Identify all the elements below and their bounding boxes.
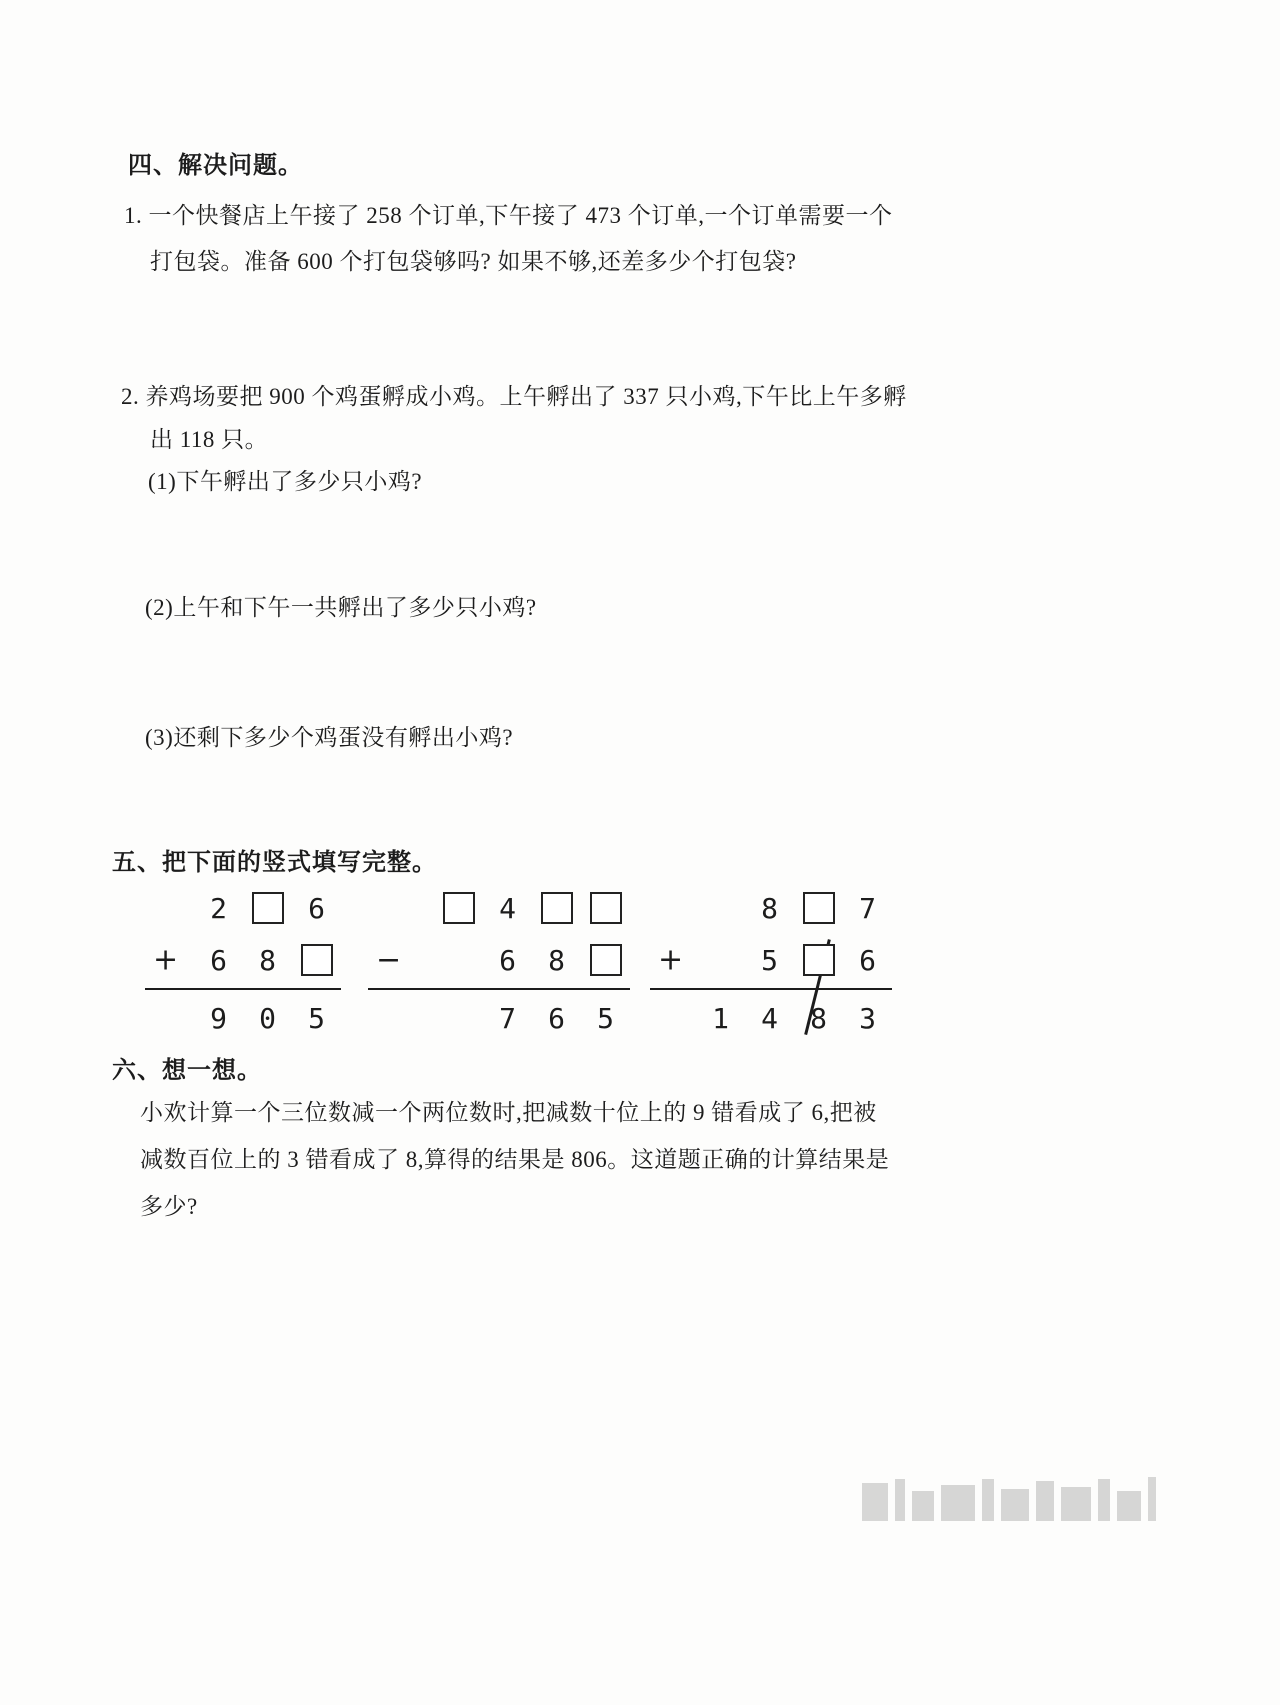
digit-cell: 6 (548, 1001, 565, 1035)
problem2-line2: 出 118 只。 (150, 427, 269, 452)
vertical-problem-addition-1 (145, 882, 341, 1044)
vp-row-bottom (145, 934, 341, 986)
problem3-line2: 减数百位上的 3 错看成了 8,算得的结果是 806。这道题正确的计算结果是 (140, 1147, 890, 1172)
digit-cell: 0 (259, 1001, 276, 1035)
answer-box (803, 944, 835, 976)
problem2-sub-question-1: (1)下午孵出了多少只小鸡? (148, 469, 423, 494)
answer-box (803, 892, 835, 924)
minus-sign: − (376, 942, 402, 978)
digit-cell: 4 (761, 1001, 778, 1035)
vp-row-bottom (650, 934, 892, 986)
problem3-line3: 多少? (140, 1194, 198, 1219)
digit-cell: 6 (210, 943, 227, 977)
digit-cell (292, 944, 341, 976)
digit-cell: 8 (810, 1001, 827, 1035)
digit-cell: 6 (308, 891, 325, 925)
section-four-heading: 四、解决问题。 (128, 153, 303, 179)
answer-box (301, 944, 333, 976)
plus-sign: + (153, 942, 179, 978)
problem1-line1: 1. 一个快餐店上午接了 258 个订单,下午接了 473 个订单,一个订单需要一个 (124, 203, 893, 228)
digit-cell: 9 (210, 1001, 227, 1035)
digit-cell: 8 (259, 943, 276, 977)
equals-rule (145, 988, 341, 990)
digit-cell: 6 (499, 943, 516, 977)
digit-cell: 7 (499, 1001, 516, 1035)
digit-cell: 8 (548, 943, 565, 977)
answer-box (590, 944, 622, 976)
vp-row-bottom (368, 934, 630, 986)
digit-cell (532, 892, 581, 924)
vp-row-top (145, 882, 341, 934)
digit-cell (794, 892, 843, 924)
problem2-sub-question-3: (3)还剩下多少个鸡蛋没有孵出小鸡? (145, 725, 514, 750)
digit-cell: 2 (210, 891, 227, 925)
plus-sign: + (658, 942, 684, 978)
vertical-problem-subtraction (368, 882, 630, 1044)
digit-cell: 5 (597, 1001, 614, 1035)
digit-cell: 7 (859, 891, 876, 925)
problem3-line1: 小欢计算一个三位数减一个两位数时,把减数十位上的 9 错看成了 6,把被 (140, 1100, 877, 1125)
digit-cell (243, 892, 292, 924)
digit-cell: 3 (859, 1001, 876, 1035)
digit-cell (794, 944, 843, 976)
digit-cell (581, 892, 630, 924)
answer-box (541, 892, 573, 924)
digit-cell: 4 (499, 891, 516, 925)
digit-cell: 8 (761, 891, 778, 925)
digit-cell (581, 944, 630, 976)
digit-cell: 5 (761, 943, 778, 977)
vp-row-result (368, 992, 630, 1044)
problem2-sub-question-2: (2)上午和下午一共孵出了多少只小鸡? (145, 595, 537, 620)
equals-rule (650, 988, 892, 990)
section-five-heading: 五、把下面的竖式填写完整。 (112, 850, 437, 876)
digit-cell: 6 (859, 943, 876, 977)
digit-cell: 1 (712, 1001, 729, 1035)
vp-row-top (650, 882, 892, 934)
digit-cell: 5 (308, 1001, 325, 1035)
faint-watermark (862, 1477, 1156, 1521)
vp-row-top (368, 882, 630, 934)
problem1-line2: 打包袋。准备 600 个打包袋够吗? 如果不够,还差多少个打包袋? (150, 249, 797, 274)
vp-row-result (650, 992, 892, 1044)
problem2-line1: 2. 养鸡场要把 900 个鸡蛋孵成小鸡。上午孵出了 337 只小鸡,下午比上午多孵 (121, 384, 907, 409)
vp-row-result (145, 992, 341, 1044)
answer-box (252, 892, 284, 924)
vertical-problem-addition-2 (650, 882, 892, 1044)
equals-rule (368, 988, 630, 990)
answer-box (590, 892, 622, 924)
answer-box (443, 892, 475, 924)
digit-cell (434, 892, 483, 924)
section-six-heading: 六、想一想。 (112, 1058, 262, 1084)
